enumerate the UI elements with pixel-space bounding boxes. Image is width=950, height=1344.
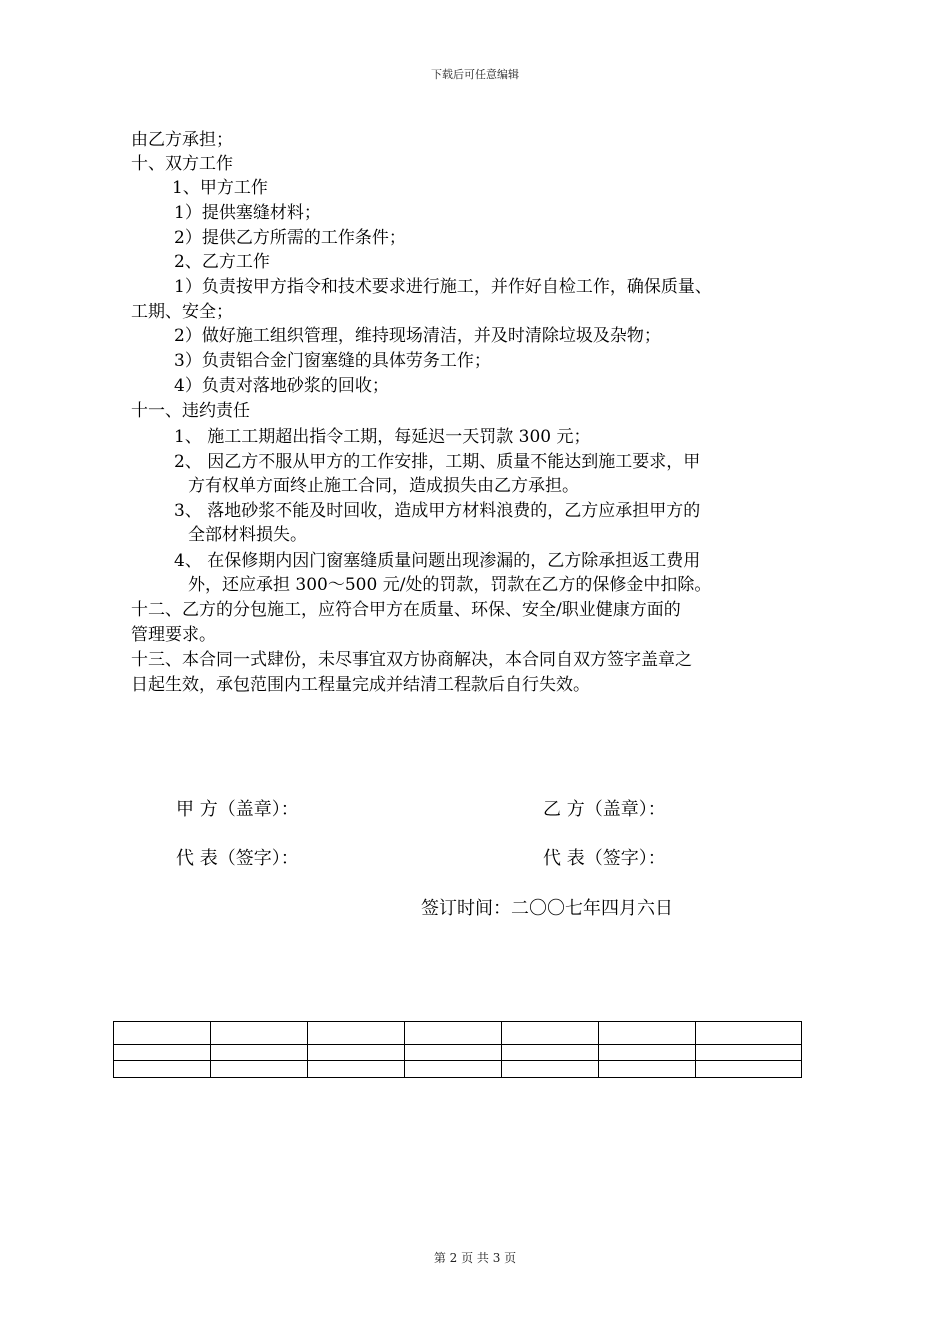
body-line: 由乙方承担； — [131, 130, 233, 150]
table-cell — [114, 1045, 211, 1061]
section-heading: 十一、违约责任 — [131, 401, 250, 421]
body-line: 工期、安全； — [131, 302, 233, 322]
body-line: 2）提供乙方所需的工作条件； — [174, 228, 406, 248]
body-line: 管理要求。 — [131, 625, 216, 645]
table-cell — [502, 1061, 599, 1078]
body-line: 2、 因乙方不服从甲方的工作安排，工期、质量不能达到施工要求，甲 — [174, 452, 701, 472]
body-line: 外，还应承担 300～500 元/处的罚款，罚款在乙方的保修金中扣除。 — [188, 575, 712, 595]
table-cell — [114, 1022, 211, 1045]
body-line: 3）负责铝合金门窗塞缝的具体劳务工作； — [174, 351, 491, 371]
party-b-rep-label: 代 表（签字）： — [543, 848, 666, 869]
body-line: 2）做好施工组织管理，维持现场清洁，并及时清除垃圾及杂物； — [174, 326, 661, 346]
table-cell — [696, 1061, 802, 1078]
table-cell — [696, 1022, 802, 1045]
table-cell — [308, 1022, 405, 1045]
body-line: 日起生效，承包范围内工程量完成并结清工程款后自行失效。 — [131, 675, 590, 695]
table-cell — [599, 1061, 696, 1078]
empty-table — [113, 1021, 802, 1078]
page-footer: 第 2 页 共 3 页 — [433, 1251, 517, 1265]
table-cell — [308, 1061, 405, 1078]
table-cell — [211, 1022, 308, 1045]
table-row — [114, 1045, 802, 1061]
table-cell — [502, 1045, 599, 1061]
table-row — [114, 1022, 802, 1045]
body-line: 2、乙方工作 — [174, 252, 270, 272]
table-cell — [405, 1022, 502, 1045]
body-line: 方有权单方面终止施工合同，造成损失由乙方承担。 — [188, 476, 579, 496]
body-line: 4）负责对落地砂浆的回收； — [174, 376, 389, 396]
table-cell — [211, 1061, 308, 1078]
table-cell — [308, 1045, 405, 1061]
party-a-rep-label: 代 表（签字）： — [176, 848, 299, 869]
table-cell — [599, 1045, 696, 1061]
body-line: 4、 在保修期内因门窗塞缝质量问题出现渗漏的，乙方除承担返工费用 — [174, 551, 701, 571]
table-cell — [211, 1045, 308, 1061]
table-cell — [599, 1022, 696, 1045]
body-line: 3、 落地砂浆不能及时回收，造成甲方材料浪费的，乙方应承担甲方的 — [174, 501, 701, 521]
body-line: 1、 施工工期超出指令工期，每延迟一天罚款 300 元； — [174, 427, 591, 447]
party-b-seal-label: 乙 方（盖章）： — [543, 799, 666, 820]
page-header: 下载后可任意编辑 — [431, 68, 519, 81]
table-cell — [696, 1045, 802, 1061]
table-row — [114, 1061, 802, 1078]
body-line: 1）提供塞缝材料； — [174, 203, 321, 223]
section-heading: 十三、本合同一式肆份，未尽事宜双方协商解决，本合同自双方签字盖章之 — [131, 650, 692, 670]
body-line: 全部材料损失。 — [188, 525, 307, 545]
table-cell — [502, 1022, 599, 1045]
body-line: 1）负责按甲方指令和技术要求进行施工，并作好自检工作，确保质量、 — [174, 277, 712, 297]
table-cell — [405, 1045, 502, 1061]
section-heading: 十、双方工作 — [131, 154, 233, 174]
party-a-seal-label: 甲 方（盖章）： — [176, 799, 299, 820]
signing-date: 签订时间：二〇〇七年四月六日 — [421, 898, 673, 919]
section-heading: 十二、乙方的分包施工，应符合甲方在质量、环保、安全/职业健康方面的 — [131, 600, 681, 620]
table-cell — [405, 1061, 502, 1078]
table-cell — [114, 1061, 211, 1078]
body-line: 1、甲方工作 — [172, 178, 268, 198]
